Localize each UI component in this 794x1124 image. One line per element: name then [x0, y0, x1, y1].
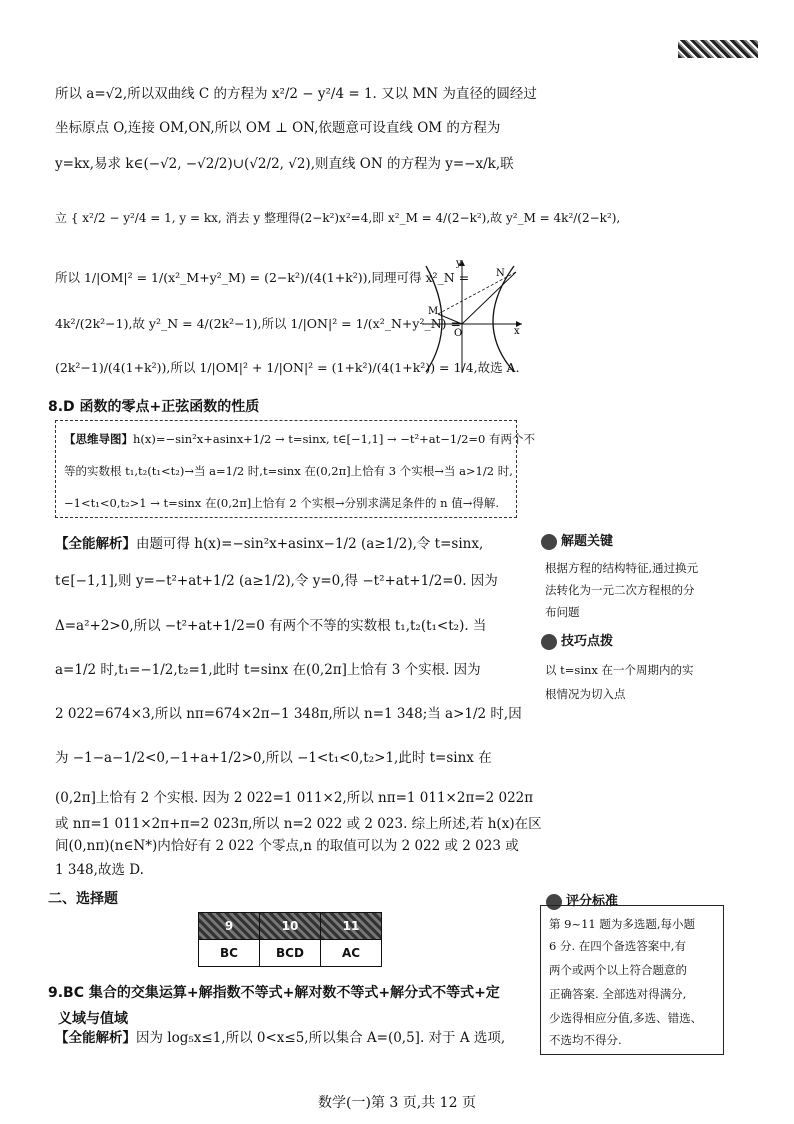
- q8-line-4: a=1/2 时,t₁=−1/2,t₂=1,此时 t=sinx 在(0,2π]上恰有 3 个实根. 因为: [55, 662, 481, 678]
- tip-icon: [541, 634, 557, 650]
- fig-label-x: x: [514, 326, 520, 337]
- q9-title-line-1: 9.BC 集合的交集运算+解指数不等式+解对数不等式+解分式不等式+定: [48, 985, 500, 1001]
- q8-line-7: (0,2π]上恰有 2 个实根. 因为 2 022=1 011×2,所以 nπ=1 011×2π=2 022π: [55, 790, 534, 806]
- full-analysis-label: 【全能解析】: [55, 536, 136, 552]
- score-line-2: 6 分. 在四个备选答案中,有: [549, 939, 686, 953]
- tip-line-1: 以 t=sinx 在一个周期内的实: [545, 663, 694, 677]
- mind-map-line-3: −1<t₁<0,t₂>1 → t=sinx 在(0,2π]上恰有 2 个实根→分别求满足条件的 n 值→得解.: [64, 496, 500, 510]
- tip-line-2: 根情况为切入点: [545, 687, 626, 701]
- p1-line-6: 4k²/(2k²−1),故 y²_N = 4/(2k²−1),所以 1/|ON|² = 1/(x²_N+y²_N) =: [55, 316, 461, 331]
- key-title: 解题关键: [541, 530, 613, 550]
- answer-cell-9: BC: [199, 940, 260, 967]
- mind-map-line-1: h(x)=−sin²x+asinx+1/2 → t=sinx, t∈[−1,1] → −t²+at−1/2=0 有两个不: [133, 432, 536, 446]
- section-title: 二、选择题: [48, 891, 118, 907]
- hyperbola-figure: [418, 256, 526, 376]
- q9-title-line-2: 义域与值域: [58, 1011, 128, 1027]
- tip-title: 技巧点拨: [541, 630, 613, 650]
- score-line-5: 少选得相应分值,多选、错选、: [549, 1011, 703, 1025]
- mind-map-line-2: 等的实数根 t₁,t₂(t₁<t₂)→当 a=1/2 时,t=sinx 在(0,2π]上恰有 3 个实根→当 a>1/2 时,: [64, 464, 513, 478]
- answer-header-11: 11: [321, 913, 382, 940]
- answer-cell-11: AC: [321, 940, 382, 967]
- full-analysis-label-2: 【全能解析】: [55, 1030, 136, 1046]
- q8-line-8: 或 nπ=1 011×2π+π=2 023π,所以 n=2 022 或 2 023. 综上所述,若 h(x)在区: [55, 816, 542, 832]
- score-box: [540, 905, 724, 1055]
- q8-title: 8.D 函数的零点+正弦函数的性质: [48, 399, 260, 415]
- key-icon: [541, 534, 557, 550]
- q8-line-6: 为 −1−a−1/2<0,−1+a+1/2>0,所以 −1<t₁<0,t₂>1,此时 t=sinx 在: [55, 750, 492, 766]
- fig-label-o: O: [454, 328, 463, 339]
- answer-cell-10: BCD: [260, 940, 321, 967]
- q8-line-5: 2 022=674×3,所以 nπ=674×2π−1 348π,所以 n=1 348;当 a>1/2 时,因: [55, 706, 522, 722]
- page-footer: 数学(一)第 3 页,共 12 页: [318, 1095, 476, 1111]
- q8-line-10: 1 348,故选 D.: [55, 862, 144, 878]
- score-line-1: 第 9~11 题为多选题,每小题: [549, 917, 696, 931]
- p1-line-3: y=kx,易求 k∈(−√2, −√2/2)∪(√2/2, √2),则直线 ON 的方程为 y=−x/k,联: [55, 156, 514, 172]
- mind-map-box: [55, 420, 536, 518]
- fig-label-n: N: [496, 268, 505, 279]
- answer-table: [198, 912, 382, 967]
- mind-map-label: 【思维导图】: [64, 432, 133, 446]
- score-title: 评分标准: [546, 890, 618, 910]
- q9-line-1: 因为 log₅x≤1,所以 0<x≤5,所以集合 A=(0,5]. 对于 A 选项,: [136, 1030, 506, 1046]
- key-line-1: 根据方程的结构特征,通过换元: [545, 561, 699, 575]
- header-decoration: [678, 40, 758, 58]
- answer-header-9: 9: [199, 913, 260, 940]
- fig-label-y: y: [456, 258, 462, 269]
- score-line-6: 不选均不得分.: [549, 1033, 622, 1047]
- q8-line-2: t∈[−1,1],则 y=−t²+at+1/2 (a≥1/2),令 y=0,得 −t²+at+1/2=0. 因为: [55, 573, 498, 589]
- p1-line-5: 所以 1/|OM|² = 1/(x²_M+y²_M) = (2−k²)/(4(1+k²)),同理可得 x²_N =: [55, 270, 470, 285]
- score-line-3: 两个或两个以上符合题意的: [549, 963, 687, 977]
- fig-label-m: M: [428, 306, 439, 317]
- p1-line-2: 坐标原点 O,连接 OM,ON,所以 OM ⊥ ON,依题意可设直线 OM 的方程为: [55, 120, 501, 136]
- score-line-4: 正确答案. 全部选对得满分,: [549, 987, 687, 1001]
- q8-line-1: 由题可得 h(x)=−sin²x+asinx−1/2 (a≥1/2),令 t=sinx,: [136, 536, 484, 552]
- p1-line-7: (2k²−1)/(4(1+k²)),所以 1/|OM|² + 1/|ON|² = (1+k²)/(4(1+k²)) = 1/4,故选 A.: [55, 360, 520, 375]
- answer-header-10: 10: [260, 913, 321, 940]
- q8-line-3: Δ=a²+2>0,所以 −t²+at+1/2=0 有两个不等的实数根 t₁,t₂(t₁<t₂). 当: [55, 618, 487, 634]
- key-line-2: 法转化为一元二次方程根的分: [545, 583, 695, 597]
- key-line-3: 布问题: [545, 605, 580, 619]
- p1-line-4: 立 { x²/2 − y²/4 = 1, y = kx, 消去 y 整理得(2−k²)x²=4,即 x²_M = 4/(2−k²),故 y²_M = 4k²/(2−k²),: [55, 211, 621, 225]
- q8-line-9: 间(0,nπ)(n∈N*)内恰好有 2 022 个零点,n 的取值可以为 2 022 或 2 023 或: [55, 838, 519, 854]
- p1-line-1: 所以 a=√2,所以双曲线 C 的方程为 x²/2 − y²/4 = 1. 又以 MN 为直径的圆经过: [55, 86, 537, 102]
